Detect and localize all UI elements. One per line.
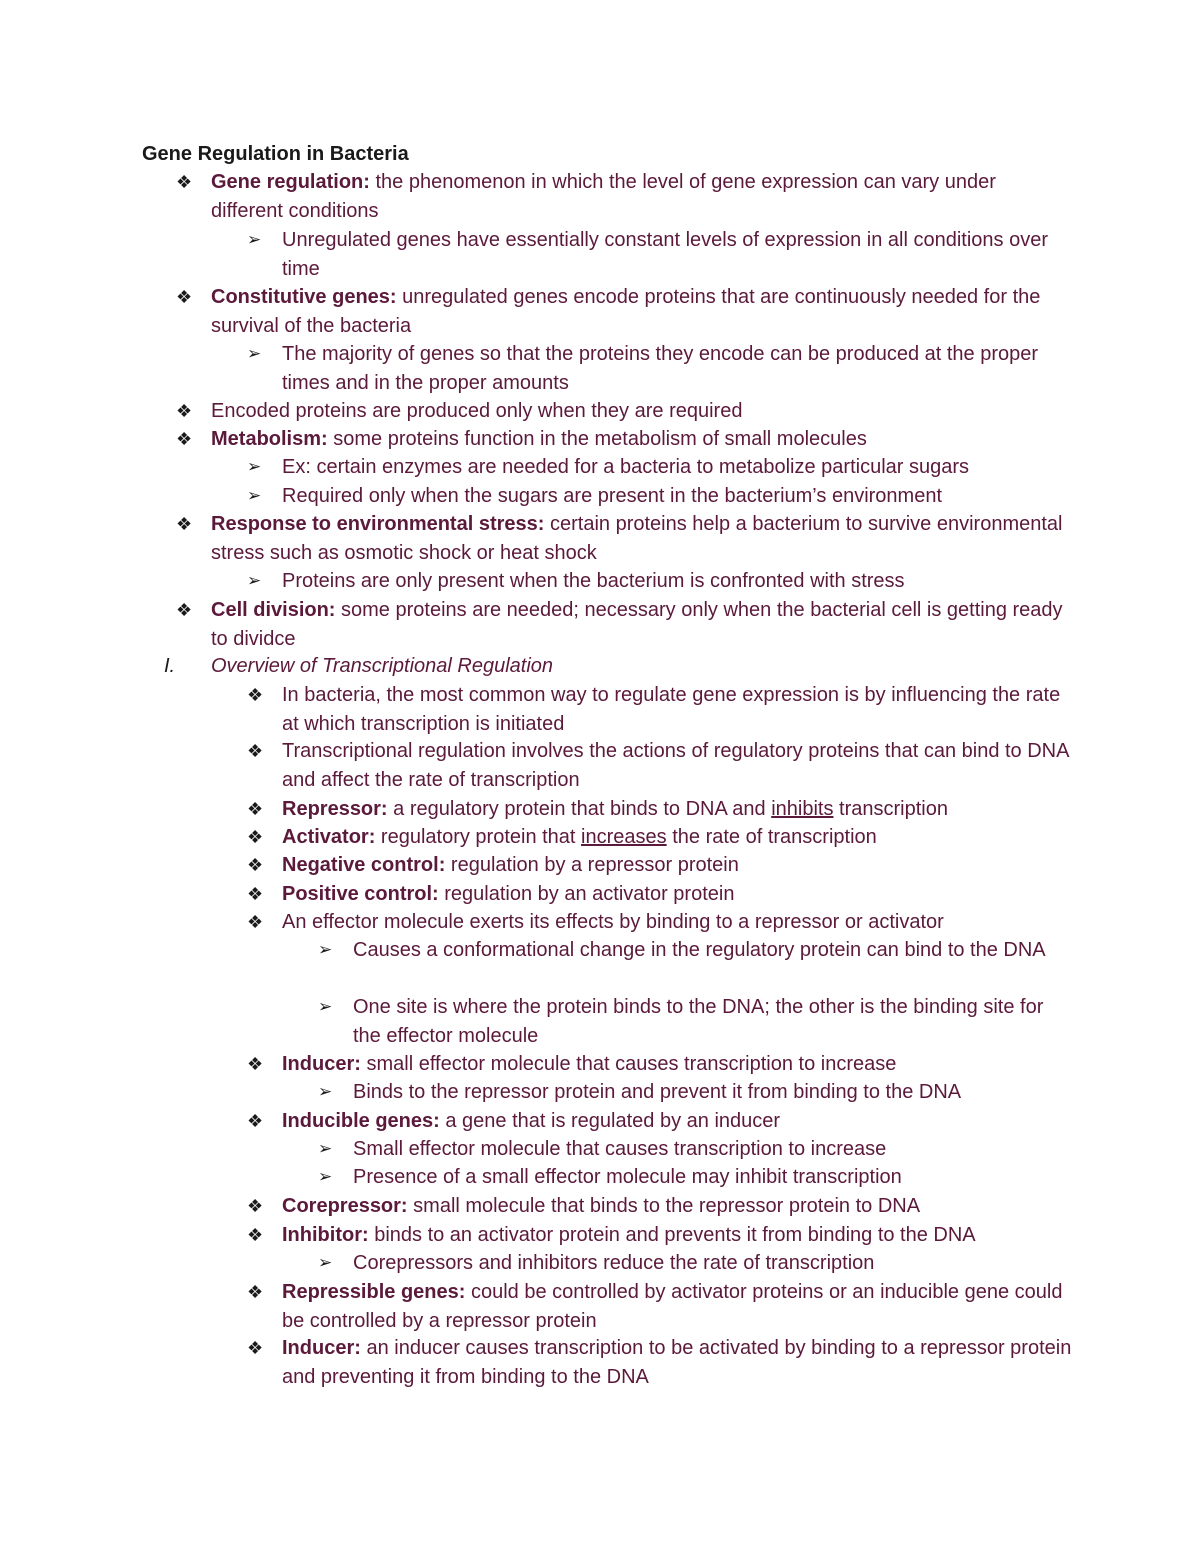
arrow-bullet-icon: ➢ [247, 230, 262, 249]
term: Cell division: [211, 599, 336, 621]
term: Negative control: [282, 854, 446, 876]
term: Repressible genes: [282, 1281, 466, 1303]
term: Inducer: [282, 1337, 361, 1359]
term: Activator: [282, 826, 376, 848]
item-text: The majority of genes so that the proteins they encode can be produced at the proper times and in the proper amounts [282, 343, 1039, 394]
list-item-gene-regulation [176, 168, 1071, 225]
item-text: Transcriptional regulation involves the actions of regulatory proteins that can bind to DNA and affect the rate of transcription [282, 740, 1069, 791]
item-text: Corepressors and inhibitors reduce the rate of transcription [353, 1252, 875, 1274]
item-text: Required only when the sugars are present in the bacterium’s environment [282, 485, 942, 507]
definition: could be controlled by activator proteins or an inducible gene could be controlled by a repressor protein [282, 1281, 1063, 1332]
section-heading: Overview of Transcriptional Regulation [211, 655, 554, 677]
definition: a gene that is regulated by an inducer [439, 1110, 781, 1132]
diamond-bullet-icon: ❖ [247, 1196, 264, 1216]
term: Metabolism: [211, 428, 328, 450]
diamond-bullet-icon: ❖ [247, 685, 264, 705]
list-item-unregulated-genes [247, 226, 1072, 283]
list-item-repressible-genes [247, 1278, 1072, 1335]
diamond-bullet-icon: ❖ [247, 1111, 264, 1131]
term: Positive control: [282, 883, 439, 905]
item-text: Causes a conformational change in the regulatory protein can bind to the DNA [353, 939, 1046, 961]
list-item-corepressors-inhibitors [318, 1249, 1063, 1278]
diamond-bullet-icon: ❖ [247, 1282, 264, 1302]
list-item-small-effector [318, 1135, 1063, 1164]
arrow-bullet-icon: ➢ [318, 1082, 333, 1101]
list-item-inhibitor [247, 1221, 1072, 1250]
list-item-inducible-genes [247, 1107, 1072, 1136]
definition: small molecule that binds to the repressor protein to DNA [407, 1195, 921, 1217]
diamond-bullet-icon: ❖ [247, 855, 264, 875]
list-item-binds-repressor [318, 1078, 1063, 1107]
term: Gene regulation: [211, 171, 370, 193]
arrow-bullet-icon: ➢ [247, 457, 262, 476]
diamond-bullet-icon: ❖ [247, 912, 264, 932]
diamond-bullet-icon: ❖ [247, 1338, 264, 1358]
arrow-bullet-icon: ➢ [318, 997, 333, 1016]
list-item-constitutive-genes [176, 283, 1071, 340]
definition: regulatory protein that [375, 826, 582, 848]
definition: regulation by an activator protein [438, 883, 735, 905]
item-text: Presence of a small effector molecule may inhibit transcription [353, 1166, 902, 1188]
list-item-cell-division [176, 596, 1071, 653]
term: Response to environmental stress: [211, 513, 545, 535]
diamond-bullet-icon: ❖ [176, 172, 193, 192]
diamond-bullet-icon: ❖ [247, 1054, 264, 1074]
diamond-bullet-icon: ❖ [176, 401, 193, 421]
list-item-conformational-change [318, 936, 1063, 965]
definition: certain proteins help a bacterium to survive environmental stress such as osmotic shock or heat shock [211, 513, 1063, 564]
list-item-encoded-proteins [176, 397, 1071, 426]
list-item-inducer [247, 1050, 1072, 1079]
list-item-environmental-stress [176, 510, 1071, 567]
arrow-bullet-icon: ➢ [318, 1139, 333, 1158]
diamond-bullet-icon: ❖ [176, 287, 193, 307]
diamond-bullet-icon: ❖ [247, 1225, 264, 1245]
item-text: In bacteria, the most common way to regulate gene expression is by influencing the rate at which transcription is initiated [282, 684, 1061, 735]
diamond-bullet-icon: ❖ [176, 600, 193, 620]
definition: regulation by a repressor protein [445, 854, 739, 876]
list-item-example-enzymes [247, 453, 1072, 482]
list-item-required-when-sugars [247, 482, 1072, 511]
list-item-transcriptional-regulation [247, 737, 1072, 794]
term: Corepressor: [282, 1195, 408, 1217]
term: Inhibitor: [282, 1224, 369, 1246]
list-item-effector-molecule [247, 908, 1072, 937]
list-item-inducer-activation [247, 1334, 1072, 1391]
list-item-activator [247, 823, 1072, 852]
arrow-bullet-icon: ➢ [247, 486, 262, 505]
term: Repressor: [282, 798, 388, 820]
list-item-positive-control [247, 880, 1072, 909]
list-item-common-way [247, 681, 1072, 738]
arrow-bullet-icon: ➢ [247, 571, 262, 590]
arrow-bullet-icon: ➢ [247, 344, 262, 363]
definition: binds to an activator protein and prevents it from binding to the DNA [368, 1224, 976, 1246]
item-text: An effector molecule exerts its effects by binding to a repressor or activator [282, 911, 944, 933]
document-title: Gene Regulation in Bacteria [142, 143, 409, 165]
term: Constitutive genes: [211, 286, 397, 308]
arrow-bullet-icon: ➢ [318, 940, 333, 959]
definition: unregulated genes encode proteins that are continuously needed for the survival of the bacteria [211, 286, 1041, 337]
arrow-bullet-icon: ➢ [318, 1167, 333, 1186]
term: Inducer: [282, 1053, 361, 1075]
list-item-majority-of-genes [247, 340, 1072, 397]
diamond-bullet-icon: ❖ [247, 884, 264, 904]
list-item-metabolism [176, 425, 1071, 454]
item-text: Small effector molecule that causes transcription to increase [353, 1138, 887, 1160]
item-text: Binds to the repressor protein and prevent it from binding to the DNA [353, 1081, 962, 1103]
definition: some proteins function in the metabolism of small molecules [327, 428, 867, 450]
underlined-word: inhibits [771, 798, 834, 820]
definition: the phenomenon in which the level of gene expression can vary under different conditions [211, 171, 996, 222]
underlined-word: increases [581, 826, 667, 848]
definition: a regulatory protein that binds to DNA and [387, 798, 772, 820]
term: Inducible genes: [282, 1110, 440, 1132]
list-item-presence-effector [318, 1163, 1063, 1192]
diamond-bullet-icon: ❖ [247, 827, 264, 847]
diamond-bullet-icon: ❖ [176, 429, 193, 449]
definition-end: the rate of transcription [666, 826, 877, 848]
list-item-negative-control [247, 851, 1072, 880]
diamond-bullet-icon: ❖ [176, 514, 193, 534]
item-text: Encoded proteins are produced only when they are required [211, 400, 743, 422]
item-text: Unregulated genes have essentially constant levels of expression in all conditions over time [282, 229, 1049, 280]
item-text: Ex: certain enzymes are needed for a bacteria to metabolize particular sugars [282, 456, 970, 478]
diamond-bullet-icon: ❖ [247, 741, 264, 761]
list-item-corepressor [247, 1192, 1072, 1221]
definition: an inducer causes transcription to be activated by binding to a repressor protein and preventing it from binding to the DNA [282, 1337, 1072, 1388]
list-item-proteins-present-stress [247, 567, 1072, 596]
diamond-bullet-icon: ❖ [247, 799, 264, 819]
list-item-binding-sites [318, 993, 1063, 1050]
definition-end: transcription [833, 798, 948, 820]
item-text: Proteins are only present when the bacterium is confronted with stress [282, 570, 905, 592]
definition: some proteins are needed; necessary only when the bacterial cell is getting ready to dividce [211, 599, 1063, 650]
arrow-bullet-icon: ➢ [318, 1253, 333, 1272]
list-item-repressor [247, 795, 1072, 824]
item-text: One site is where the protein binds to the DNA; the other is the binding site for the effector molecule [353, 996, 1044, 1047]
section-number: I. [164, 655, 176, 677]
definition: small effector molecule that causes transcription to increase [360, 1053, 897, 1075]
